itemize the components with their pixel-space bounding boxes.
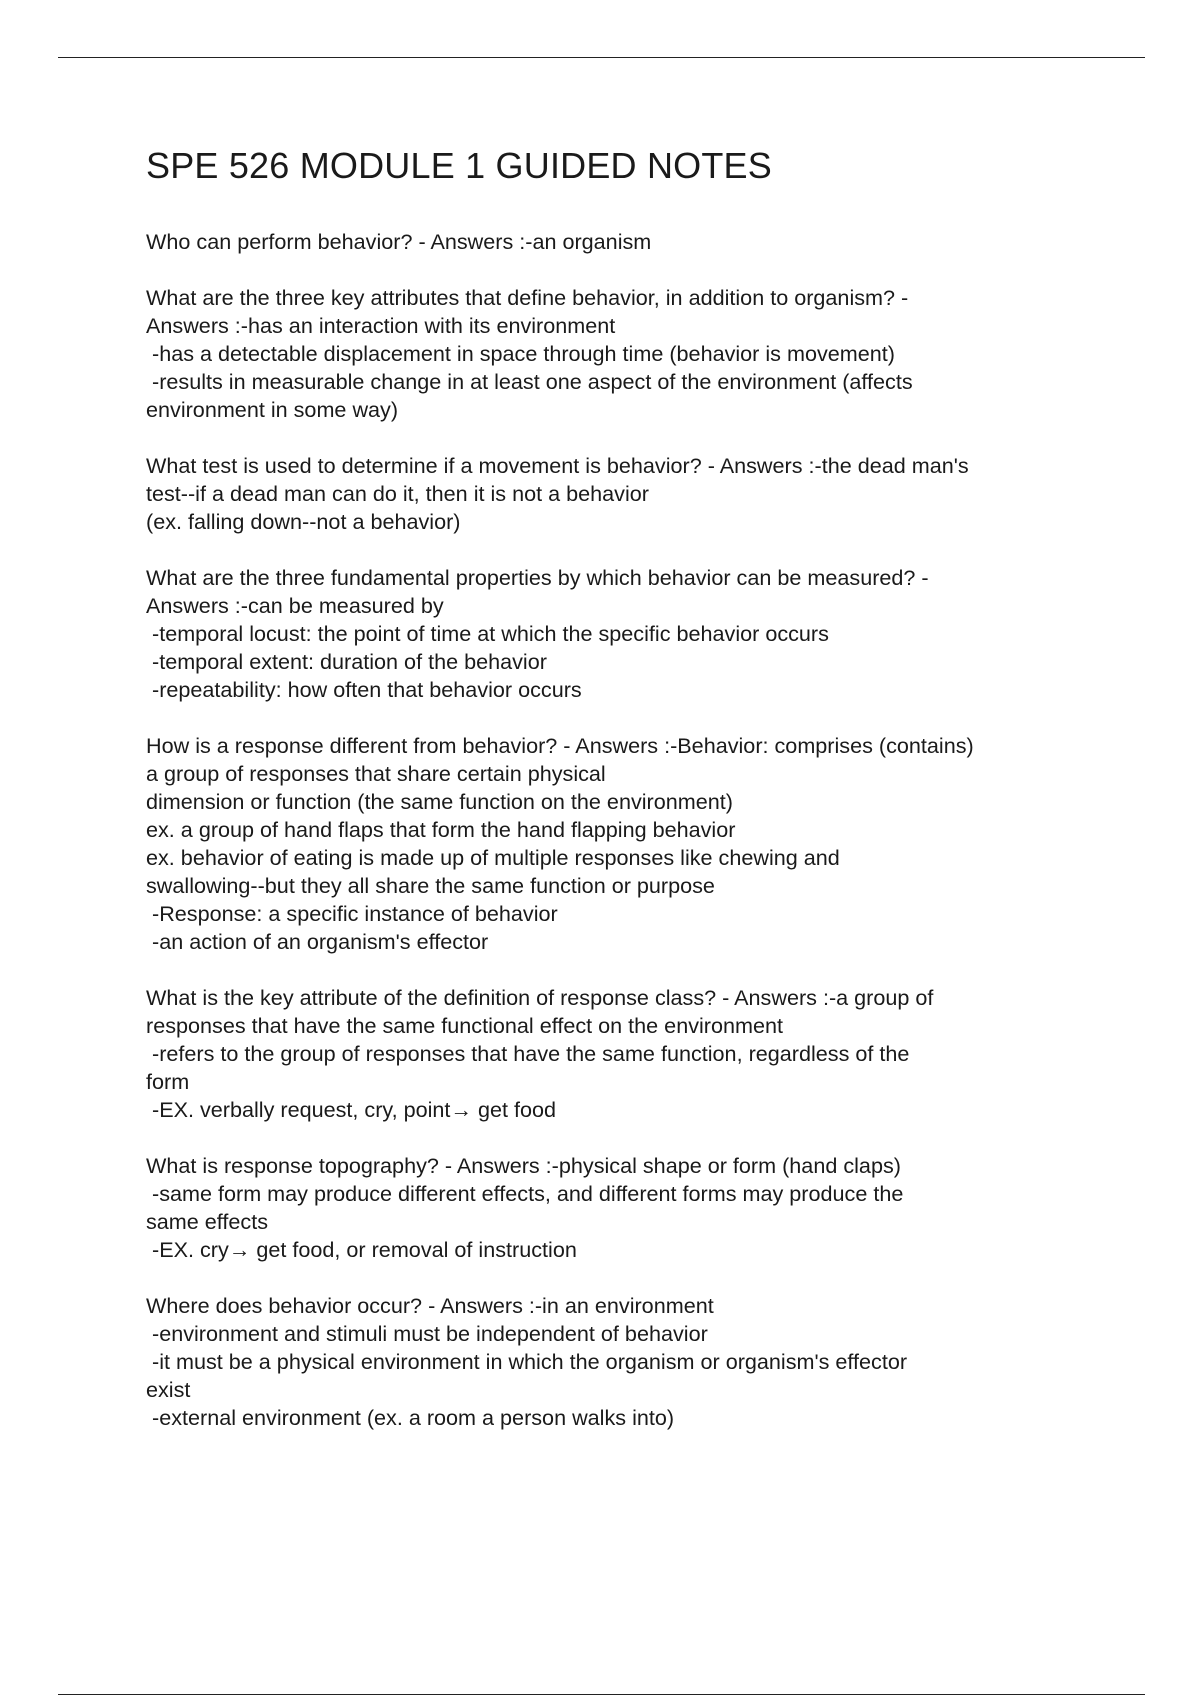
qa-line: -external environment (ex. a room a person walks into) — [146, 1405, 675, 1430]
qa-line: (ex. falling down--not a behavior) — [146, 509, 461, 534]
qa-entry-7 — [146, 1152, 1086, 1264]
qa-line: -refers to the group of responses that have the same function, regardless of the — [146, 1041, 910, 1066]
qa-line: form — [146, 1069, 190, 1094]
qa-line: -has a detectable displacement in space through time (behavior is movement) — [146, 341, 895, 366]
qa-entry-3 — [146, 452, 1086, 536]
qa-entry-2 — [146, 284, 1086, 424]
qa-line: How is a response different from behavior? - Answers :-Behavior: comprises (contains) — [146, 733, 974, 758]
qa-line: -an action of an organism's effector — [146, 929, 489, 954]
qa-line: Answers :-has an interaction with its environment — [146, 313, 616, 338]
qa-line: Where does behavior occur? - Answers :-in an environment — [146, 1293, 714, 1318]
qa-line: -repeatability: how often that behavior occurs — [146, 677, 582, 702]
qa-line: Who can perform behavior? - Answers :-an organism — [146, 229, 652, 254]
qa-entry-5 — [146, 732, 1086, 956]
qa-line: -EX. cry→ get food, or removal of instruction — [146, 1237, 577, 1262]
bottom-rule — [58, 1694, 1145, 1695]
qa-line: What test is used to determine if a movement is behavior? - Answers :-the dead man's — [146, 453, 969, 478]
document-title: SPE 526 MODULE 1 GUIDED NOTES — [146, 145, 772, 186]
qa-line: Answers :-can be measured by — [146, 593, 444, 618]
qa-line: What is response topography? - Answers :-physical shape or form (hand claps) — [146, 1153, 901, 1178]
qa-line: responses that have the same functional effect on the environment — [146, 1013, 784, 1038]
qa-line: exist — [146, 1377, 191, 1402]
top-rule — [58, 57, 1145, 58]
qa-entry-1 — [146, 228, 1086, 256]
qa-line: What are the three fundamental properties by which behavior can be measured? - — [146, 565, 929, 590]
qa-line: What are the three key attributes that define behavior, in addition to organism? - — [146, 285, 909, 310]
qa-line: -it must be a physical environment in which the organism or organism's effector — [146, 1349, 908, 1374]
qa-line: a group of responses that share certain physical — [146, 761, 606, 786]
qa-line: environment in some way) — [146, 397, 399, 422]
qa-line: test--if a dead man can do it, then it is not a behavior — [146, 481, 649, 506]
qa-entry-4 — [146, 564, 1086, 704]
qa-line: -environment and stimuli must be independent of behavior — [146, 1321, 708, 1346]
qa-line: ex. a group of hand flaps that form the hand flapping behavior — [146, 817, 736, 842]
qa-line: -temporal locust: the point of time at which the specific behavior occurs — [146, 621, 829, 646]
qa-line: same effects — [146, 1209, 269, 1234]
qa-line: -EX. verbally request, cry, point→ get food — [146, 1097, 557, 1122]
qa-line: swallowing--but they all share the same function or purpose — [146, 873, 715, 898]
qa-line: What is the key attribute of the definition of response class? - Answers :-a group of — [146, 985, 934, 1010]
qa-line: -temporal extent: duration of the behavior — [146, 649, 547, 674]
qa-entry-6 — [146, 984, 1086, 1124]
notes-body — [146, 228, 1086, 1432]
qa-entry-8 — [146, 1292, 1086, 1432]
qa-line: -same form may produce different effects, and different forms may produce the — [146, 1181, 904, 1206]
qa-line: dimension or function (the same function on the environment) — [146, 789, 733, 814]
qa-line: -Response: a specific instance of behavior — [146, 901, 558, 926]
qa-line: ex. behavior of eating is made up of multiple responses like chewing and — [146, 845, 840, 870]
document-page — [146, 142, 1086, 1460]
qa-line: -results in measurable change in at least one aspect of the environment (affects — [146, 369, 913, 394]
